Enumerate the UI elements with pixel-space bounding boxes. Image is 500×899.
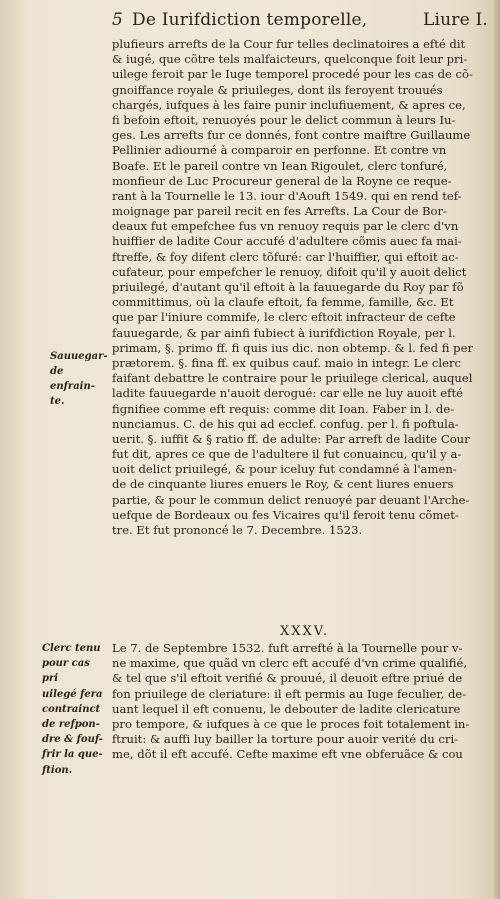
margin-note-line: Sauuegar- bbox=[50, 351, 108, 362]
text-line: committimus, où la claufe eftoit, fa femme, famille, &c. Et bbox=[112, 295, 454, 310]
text-line: deaux fut empefchee fus vn renuoy requis par le clerc d'vn bbox=[112, 219, 459, 234]
text-line: fauuegarde, & par ainfi fubiect à iurifdiction Royale, per l. bbox=[112, 325, 456, 340]
text-line: cufateur, pour empefcher le renuoy, difoit qu'il y auoit delict bbox=[112, 264, 467, 279]
text-line: pro tempore, & iufques à ce que le proces foit totalement in- bbox=[112, 716, 470, 731]
book-label: Liure I. bbox=[423, 10, 488, 30]
text-line: ladite fauuegarde n'auoit derogué: car elle ne luy auoit efté bbox=[112, 386, 463, 401]
text-line: Le 7. de Septembre 1532. fuft arrefté à la Tournelle pour v- bbox=[112, 641, 463, 655]
text-line: ftreffe, & foy difent clerc tõfuré: car l'huiffier, qui eftoit ac- bbox=[112, 249, 459, 264]
margin-note-line: Clerc tenu bbox=[42, 643, 101, 654]
section-heading: XXXV. bbox=[280, 624, 330, 639]
text-line: uoit delict priuilegé, & pour iceluy fut condamné à l'amen- bbox=[112, 462, 457, 477]
running-title: De Iurifdiction temporelle, bbox=[132, 10, 368, 30]
text-line: priuilegé, d'autant qu'il eftoit à la fauuegarde du Roy par fõ bbox=[112, 280, 464, 294]
text-line: ne maxime, que quãd vn clerc eft accufé d'vn crime qualifié, bbox=[112, 656, 468, 671]
margin-note-line: te. bbox=[50, 396, 65, 407]
running-header bbox=[112, 10, 492, 36]
text-line: uerit. §. iuffit & § ratio ff. de adulte: Par arreft de ladite Cour bbox=[112, 431, 470, 446]
margin-note-sauuegarde bbox=[50, 349, 110, 409]
text-line: partie, & pour le commun delict renuoyé par deuant l'Arche- bbox=[112, 492, 470, 507]
text-line: chargés, iufques à les faire punir inclufiuement, & apres ce, bbox=[112, 97, 466, 112]
text-line: me, dõt il eft accufé. Cefte maxime eft vne obferuãce & cou bbox=[112, 747, 463, 762]
text-line: fon priuilege de cleriature: il eft permis au Iuge feculier, de- bbox=[112, 686, 467, 701]
margin-note-line: contrainct bbox=[42, 703, 101, 715]
text-line: que par l'iniure commife, le clerc eftoit infracteur de cefte bbox=[112, 310, 456, 325]
margin-note-line: ftion. bbox=[42, 764, 73, 776]
margin-note-clerc bbox=[42, 641, 108, 778]
page-edge bbox=[494, 0, 500, 899]
text-line: monfieur de Luc Procureur general de la Royne ce reque- bbox=[112, 173, 452, 188]
main-paragraph bbox=[112, 37, 488, 538]
text-line: uant lequel il eft conuenu, le debouter de ladite clericature bbox=[112, 701, 461, 716]
margin-note-line: frir la que- bbox=[42, 749, 103, 761]
margin-note-line: pour cas pri bbox=[42, 658, 90, 685]
text-line: faifant debattre le contraire pour le priuilege clerical, auquel bbox=[112, 371, 473, 386]
text-line: & tel que s'il eftoit verifié & prouué, il deuoit eftre priué de bbox=[112, 671, 463, 686]
text-line: tre. Et fut prononcé le 7. Decembre. 1523. bbox=[112, 523, 363, 537]
text-line: ftruit: & auffi luy bailler la torture pour auoir verité du cri- bbox=[112, 732, 459, 747]
text-line: ges. Les arrefts fur ce donnés, font contre maiftre Guillaume bbox=[112, 128, 471, 143]
text-line: fignifiee comme eft requis: comme dit Ioan. Faber in l. de- bbox=[112, 401, 455, 416]
text-line: moignage par pareil recit en fes Arrefts. La Cour de Bor- bbox=[112, 204, 447, 219]
text-line: fut dit, apres ce que de l'adultere il fut conuaincu, qu'il y a- bbox=[112, 447, 462, 462]
text-line: & iugé, que cõtre tels malfaicteurs, quelconque foit leur pri- bbox=[112, 52, 468, 67]
text-line: uilege feroit par le Iuge temporel procedé pour les cas de cõ- bbox=[112, 67, 473, 82]
text-line: de de cinquante liures enuers le Roy, & cent liures enuers bbox=[112, 477, 454, 492]
text-line: fi befoin eftoit, renuoyés pour le delict commun à leurs Iu- bbox=[112, 112, 456, 127]
text-line: prætorem. §. fina ff. ex quibus cauf. maio in integr. Le clerc bbox=[112, 355, 461, 370]
margin-note-line: de enfrain- bbox=[50, 366, 95, 392]
text-line: huiffier de ladite Cour accufé d'adultere cõmis auec fa mai- bbox=[112, 234, 462, 249]
margin-note-line: dre & fouf- bbox=[42, 734, 103, 746]
text-line: Boafe. Et le pareil contre vn Iean Rigoulet, clerc tonfuré, bbox=[112, 158, 448, 173]
section-paragraph bbox=[112, 641, 488, 763]
text-line: rant à la Tournelle le 13. iour d'Aouft 1549. qui en rend tef- bbox=[112, 188, 462, 203]
text-line: Pellinier adiourné à comparoir en perfonne. Et contre vn bbox=[112, 143, 447, 158]
margin-note-line: uilegé fera bbox=[42, 688, 103, 700]
text-line: gnoiffance royale & priuileges, dont ils feroyent trouués bbox=[112, 82, 443, 97]
margin-note-line: de refpon- bbox=[42, 719, 100, 731]
text-line: uefque de Bordeaux ou fes Vicaires qu'il feroit tenu cõmet- bbox=[112, 507, 459, 522]
page-number: 5 bbox=[112, 10, 124, 30]
text-line: primam, §. primo ff. fi quis ius dic. non obtemp. & l. fed fi per bbox=[112, 340, 473, 355]
text-line: plufieurs arrefts de la Cour fur telles declinatoires a efté dit bbox=[112, 37, 466, 51]
text-line: nunciamus. C. de his qui ad ecclef. confug. per l. fi poftula- bbox=[112, 416, 459, 431]
